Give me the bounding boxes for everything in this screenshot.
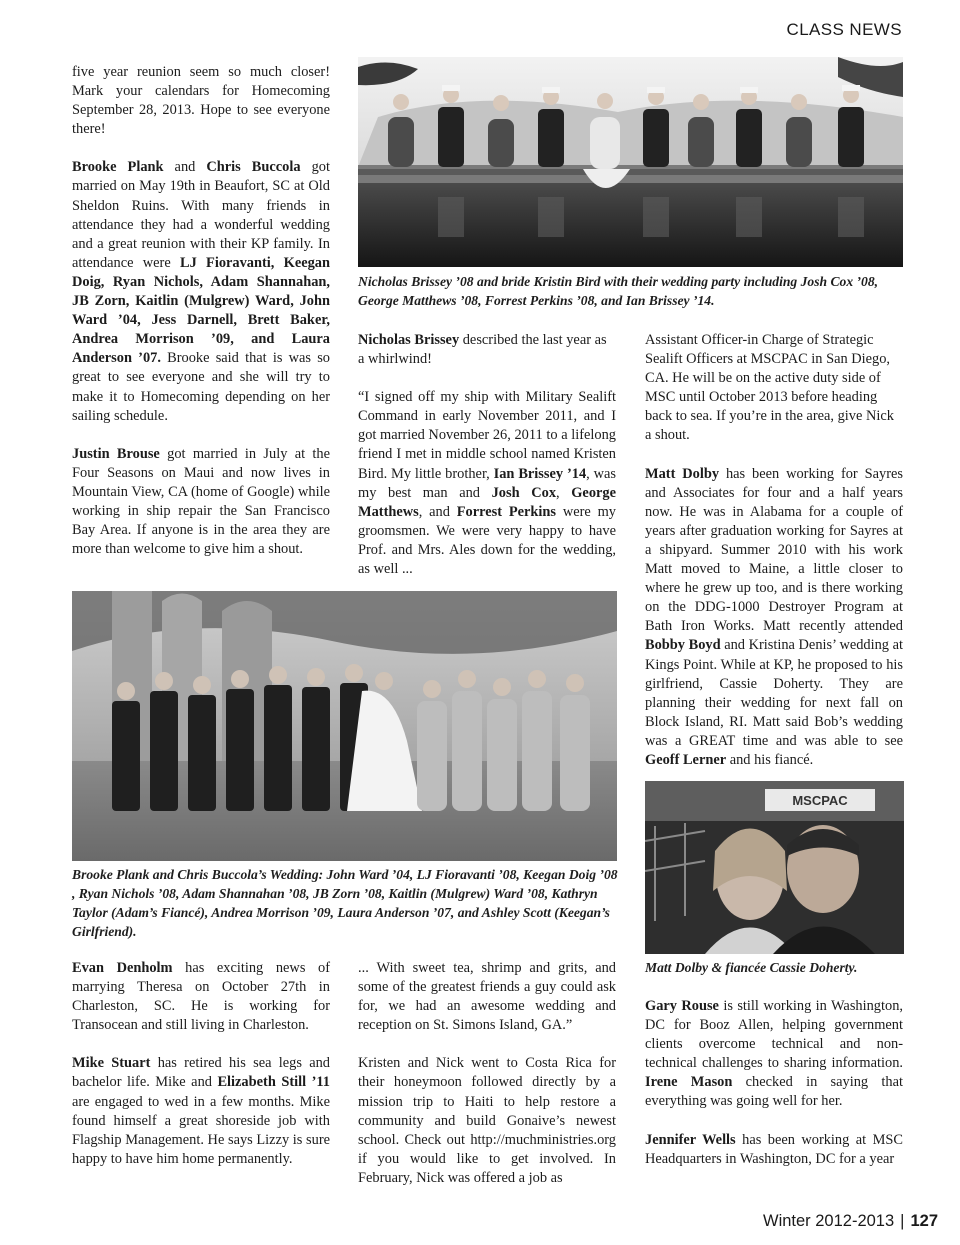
denholm-paragraph: Evan Denholm has exciting news of marrying Theresa on October 27th in Charleston, SC. He is working for Transocean and still living in Charleston. (72, 960, 330, 1034)
person-name: Matt Dolby (645, 465, 720, 482)
middle-column-bottom (358, 959, 616, 1207)
person-name: Gary Rouse (645, 998, 719, 1014)
person-name: Ian Brissey ’14 (493, 465, 587, 482)
wide-photo-caption: Brooke Plank and Chris Buccola’s Wedding: John Ward ’04, LJ Fioravanti ’08, Keegan Doig ’08 , Ryan Nichols ’08, Adam Shannahan ’08, JB Zorn ’08, Kaitlin (Mulgrew) Ward ’08, Kathryn Taylor (Adam’s Fiancé), Andrea Morrison ’09, Laura Anderson ’07, and Ashley Scott (Keegan’s Girlfriend). (72, 867, 618, 939)
brissey-quote-paragraph: “I signed off my ship with Military Sealift Command in early November 2011, and I got married November 26, 2011 to a lifelong friend I met in middle school named Kristen Bird. My little brother, Ian Brissey ’14, was my best man and Josh Cox, George Matthews, and Forrest Perkins were my groomsmen. We were very happy to have Prof. and Mrs. Ales down for the wedding, as well ... (358, 389, 616, 578)
reunion-paragraph: five year reunion seem so much closer! Mark your calendars for Homecoming September 28, 2013. Hope to see everyone there! (72, 64, 330, 138)
issue-label: Winter 2012-2013 (763, 1212, 895, 1230)
section-label: CLASS NEWS (786, 20, 902, 39)
wedding-quote-end-paragraph: ... With sweet tea, shrimp and grits, and some of the greatest friends a guy could ask for, we had an awesome wedding and reception on St. Simons Island, GA.” (358, 960, 616, 1034)
left-column-top (72, 63, 330, 578)
person-name: George Matthews (358, 484, 616, 520)
attendee-names: LJ Fioravanti, Keegan Doig, Ryan Nichols, Adam Shannahan, JB Zorn, Kaitlin (Mulgrew) Ward, John Ward ’04, Jess Darnell, Brett Baker, Andrea Morrison ’09, and Laura Anderson ’07. (72, 254, 330, 367)
person-name: Mike Stuart (72, 1055, 151, 1072)
person-name: Forrest Perkins (456, 503, 557, 520)
brouse-paragraph: Justin Brouse got married in July at the Four Seasons on Maui and now lives in Mountain View, CA (home of Google) while working in ship repair the San Francisco Bay Area. If anyone is in the area they are more than welcome to give him a shout. (72, 445, 330, 558)
person-name: Bobby Boyd (645, 637, 721, 654)
rouse-mason-paragraph: Gary Rouse is still working in Washington, DC for Booz Allen, helping government clients overcome technical and non-technical challenges to sharing information. Irene Mason checked in saying that everything was going well for her. (645, 998, 903, 1110)
footer-separator: | (900, 1212, 905, 1230)
right-column-bottom (645, 997, 903, 1188)
brissey-intro-paragraph: Nicholas Brissey described the last year as a whirlwind! (358, 332, 607, 368)
person-name: Chris Buccola (206, 159, 301, 176)
sign-text: MSCPAC (792, 793, 848, 808)
person-name: Geoff Lerner (645, 751, 727, 768)
top-photo-caption: Nicholas Brissey ’08 and bride Kristin Bird with their wedding party including Josh Cox ’08, George Matthews ’08, Forrest Perkins ’08, and Ian Brissey ’14. (358, 274, 879, 308)
person-name: Josh Cox (491, 484, 557, 501)
left-column-bottom (72, 959, 330, 1188)
person-name: Justin Brouse (72, 445, 160, 462)
middle-column-top (358, 331, 616, 598)
person-name: Brooke Plank (72, 159, 164, 176)
wedding-group-ruins-photo (72, 591, 617, 861)
person-name: Elizabeth Still ’11 (217, 1074, 330, 1091)
dolby-paragraph: Matt Dolby has been working for Sayres and Associates for four and a half years now. He was in Alabama for a couple of years after graduation working for Sayres at a shipyard. Summer 2010 with his work Matt moved to Maine, a little closer to where he grew up too, and is there working on the DDG-1000 Destroyer Program at Bath Iron Works. Matt recently attended Bobby Boyd and Kristina Denis’ wedding at Kings Point. While at KP, he proposed to his girlfriend, Cassie Doherty. They are planning their wedding for next fall on Block Island, RI. Matt said Bob’s wedding was a GREAT time and was able to see Geoff Lerner and his fiancé. (645, 465, 903, 768)
dolby-doherty-photo (645, 781, 904, 954)
stuart-paragraph: Mike Stuart has retired his sea legs and bachelor life. Mike and Elizabeth Still ’11 are engaged to wed in a few months. Mike found himself a great shoreside job with Flagship Management. He says Lizzy is sure happy to have him home permanently. (72, 1055, 330, 1167)
page-footer (763, 1212, 938, 1231)
brissey-continued-paragraph: Assistant Officer-in Charge of Strategic Sealift Officers at MSCPAC in San Diego, CA. He will be on the active duty side of MSC until October 2013 before heading back to sea. If you’re in the area, give Nick a shout. (645, 332, 894, 444)
person-name: Nicholas Brissey (358, 332, 460, 348)
person-name: Evan Denholm (72, 960, 173, 976)
right-column-top (645, 331, 903, 789)
person-name: Jennifer Wells (645, 1131, 736, 1148)
wells-paragraph: Jennifer Wells has been working at MSC Headquarters in Washington, DC for a year (645, 1131, 903, 1167)
wedding-party-dock-photo (358, 57, 903, 267)
person-name: Irene Mason (645, 1074, 733, 1091)
honeymoon-paragraph: Kristen and Nick went to Costa Rica for their honeymoon followed directly by a mission trip to Haiti to help restore a community and build Gonaive’s newest school. Check out http://muchministries.org if you would like to get involved. In February, Nick was offered a job as (358, 1055, 616, 1186)
plank-buccola-paragraph: Brooke Plank and Chris Buccola got married on May 19th in Beaufort, SC at Old Sheldon Ruins. With many friends in attendance they had a wonderful wedding and a great reunion with their KP family. In attendance were LJ Fioravanti, Keegan Doig, Ryan Nichols, Adam Shannahan, JB Zorn, Kaitlin (Mulgrew) Ward, John Ward ’04, Jess Darnell, Brett Baker, Andrea Morrison ’09, and Laura Anderson ’07. Brooke said that is was so great to see everyone and she will try to make it to Homecoming depending on her sailing schedule. (72, 159, 330, 424)
page-number: 127 (910, 1212, 938, 1230)
couple-photo-caption: Matt Dolby & fiancée Cassie Doherty. (645, 960, 858, 975)
